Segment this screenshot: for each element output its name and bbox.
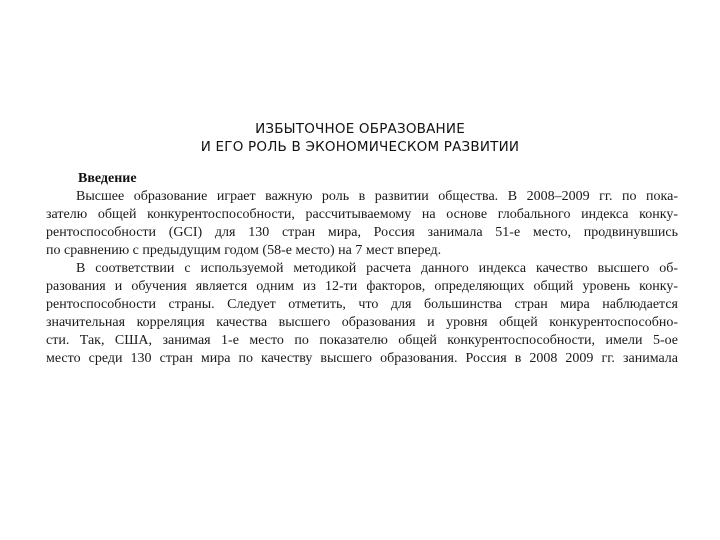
paragraph-line: разования и обучения является одним из 12-ти факторов, определяющих общий уровень конку- [46, 279, 678, 294]
paragraph-line: место среди 130 стран мира по качеству высшего образования. Россия в 2008 2009 гг. занимала [46, 351, 678, 366]
paragraph-line: по сравнению с предыдущим годом (58-е место) на 7 мест вперед. [46, 243, 442, 258]
paragraph-line: значительная корреляция качества высшего образования и уровня общей конкурентоспособно- [46, 315, 678, 330]
paragraph-line: сти. Так, США, занимая 1-е место по показателю общей конкурентоспособности, имели 5-ое [46, 333, 678, 348]
document-title-line-1: ИЗБЫТОЧНОЕ ОБРАЗОВАНИЕ [255, 121, 465, 137]
paragraph-line: рентоспособности страны. Следует отметить, что для большинства стран мира наблюдается [46, 297, 678, 312]
section-heading: Введение [78, 171, 137, 186]
paragraph-line: Высшее образование играет важную роль в развитии общества. В 2008–2009 гг. по пока- [76, 189, 678, 204]
paragraph-line: рентоспособности (GCI) для 130 стран мира, Россия занимала 51-е место, продвинувшись [46, 225, 678, 240]
document-title-line-2: И ЕГО РОЛЬ В ЭКОНОМИЧЕСКОМ РАЗВИТИИ [200, 139, 520, 155]
paragraph-line: В соответствии с используемой методикой расчета данного индекса качество высшего об- [76, 261, 678, 276]
paragraph-line: зателю общей конкурентоспособности, рассчитываемому на основе глобального индекса конку- [46, 207, 678, 222]
